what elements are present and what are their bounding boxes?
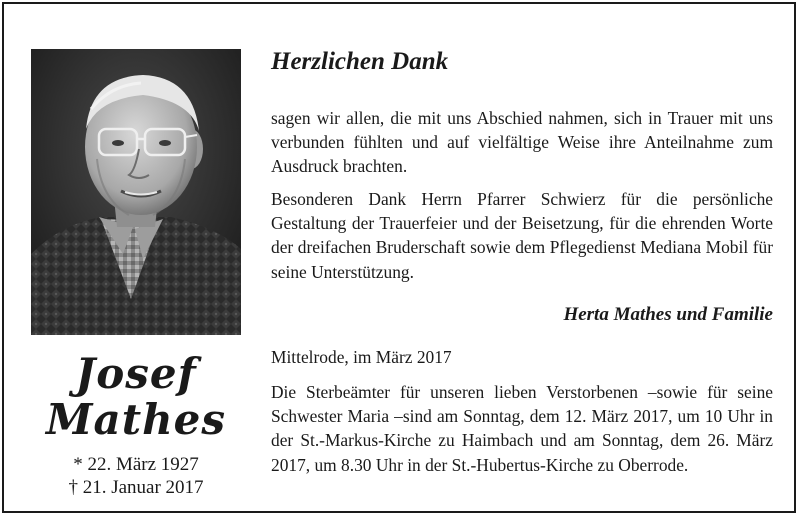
- portrait-illustration: [31, 49, 241, 335]
- thanks-paragraph-2: Besonderen Dank Herrn Pfarrer Schwierz für die persönliche Gestaltung der Trauerfeier und der Beisetzung, für die ehrenden Worte der dreifachen Bruderschaft sowie dem Pflegedienst Mediana Mobil für seine Unterstützung.: [271, 189, 773, 282]
- family-signature: Herta Mathes und Familie: [563, 304, 773, 325]
- birth-date: * 22. März 1927: [73, 454, 199, 475]
- memorial-service-text: Die Sterbeämter für unseren lieben Verstorbenen –sowie für seine Schwester Maria –sind am Sonntag, dem 12. März 2017, um 10 Uhr in der St.-Markus-Kirche zu Haimbach und am Sonntag, dem 26. März 2017, um 8.30 Uhr in der St.-Hubertus-Kirche zu Oberrode.: [271, 382, 773, 475]
- place-and-date: Mittelrode, im März 2017: [271, 347, 452, 367]
- deceased-last-name: Mathes: [45, 395, 226, 444]
- death-date: † 21. Januar 2017: [68, 477, 204, 498]
- thanks-heading: Herzlichen Dank: [271, 48, 449, 75]
- portrait-photo: [31, 49, 241, 335]
- deceased-first-name: Josef: [75, 349, 197, 398]
- thanks-paragraph-1: sagen wir allen, die mit uns Abschied nahmen, sich in Trauer mit uns verbunden fühlten und auf vielfältige Weise ihre Anteilnahme zum Ausdruck brachten.: [271, 108, 773, 177]
